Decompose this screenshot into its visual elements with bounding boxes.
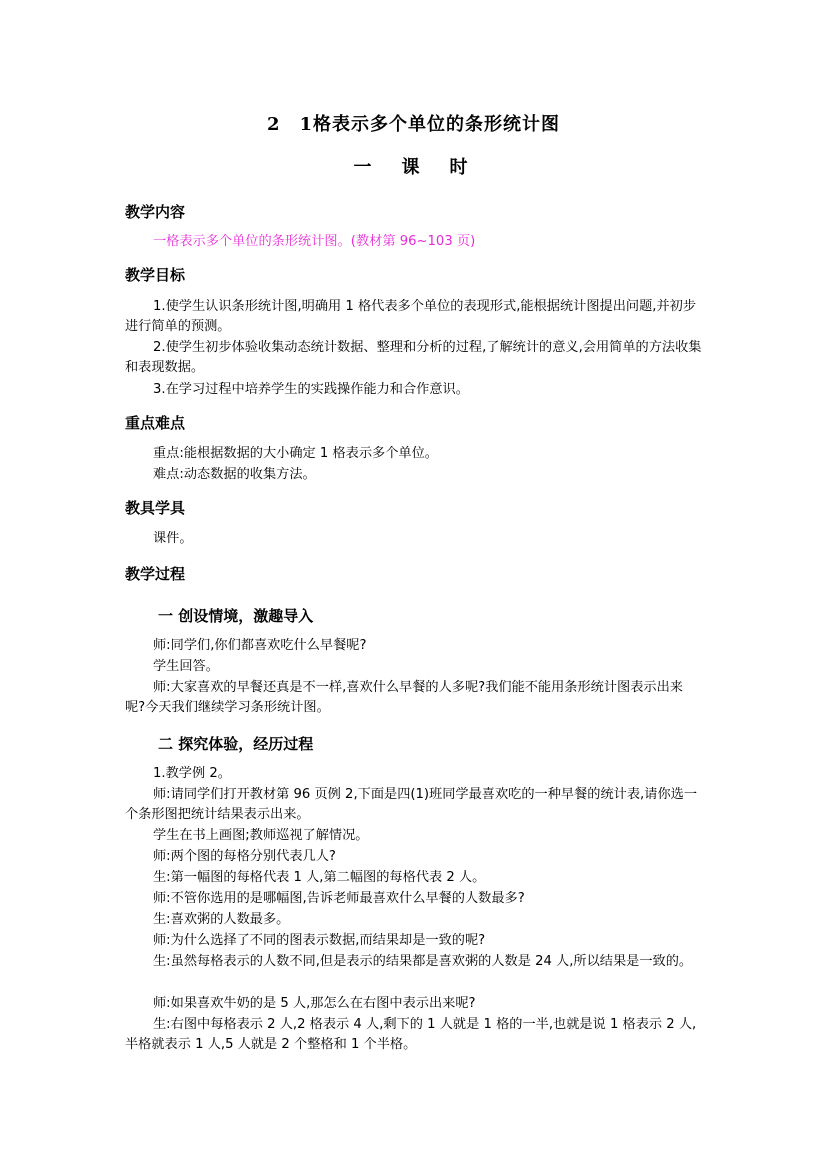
process-part2-line: 1.教学例 2。 (153, 766, 231, 781)
process-part2-line: 师:不管你选用的是哪幅图,告诉老师最喜欢什么早餐的人数最多? (153, 891, 525, 906)
process-part2-line: 生:虽然每格表示的人数不同,但是表示的结果都是喜欢粥的人数是 24 人,所以结果是一致的。 (153, 954, 693, 969)
process-part1-line: 学生回答。 (153, 659, 219, 674)
lesson-subtitle: 一 课 时 (353, 157, 474, 178)
process-part2-line: 师:两个图的每格分别代表几人? (153, 849, 336, 864)
process-part2-line: 生:右图中每格表示 2 人,2 格表示 4 人,剩下的 1 人就是 1 格的一半,也就是说 1 格表示 2 人,半格就表示 1 人,5 人就是 2 个整格和 1 个半格。 (125, 1017, 697, 1052)
process-part2-heading: 二 探究体验，经历过程 (158, 735, 314, 753)
section-heading-goals: 教学目标 (125, 266, 186, 284)
process-part1-heading: 一 创设情境，激趣导入 (158, 607, 314, 625)
process-part1-line: 师:同学们,你们都喜欢吃什么早餐呢? (153, 638, 367, 653)
process-part2-line: 师:如果喜欢牛奶的是 5 人,那怎么在右图中表示出来呢? (153, 996, 476, 1011)
section-heading-process: 教学过程 (125, 565, 186, 583)
content-text: 一格表示多个单位的条形统计图。(教材第 96~103 页) (153, 234, 476, 249)
process-part2-line: 生:第一幅图的每格代表 1 人,第二幅图的每格代表 2 人。 (153, 870, 486, 885)
process-part1-line: 师:大家喜欢的早餐还真是不一样,喜欢什么早餐的人多呢?我们能不能用条形统计图表示出来呢?今天我们继续学习条形统计图。 (125, 680, 683, 715)
goal-item-2: 2.使学生初步体验收集动态统计数据、整理和分析的过程,了解统计的意义,会用简单的方法收集和表现数据。 (125, 340, 702, 375)
section-heading-tools: 教具学具 (125, 499, 186, 517)
process-part2-line: 生:喜欢粥的人数最多。 (153, 912, 290, 927)
section-heading-content: 教学内容 (125, 203, 186, 221)
section-heading-key-points: 重点难点 (125, 414, 186, 432)
process-part2-line: 师:请同学们打开教材第 96 页例 2,下面是四(1)班同学最喜欢吃的一种早餐的统计表,请你选一个条形图把统计结果表示出来。 (125, 787, 698, 822)
key-point-1: 重点:能根据数据的大小确定 1 格表示多个单位。 (153, 446, 438, 461)
goal-item-3: 3.在学习过程中培养学生的实践操作能力和合作意识。 (153, 382, 469, 397)
key-point-2: 难点:动态数据的收集方法。 (153, 467, 316, 482)
process-part2-line: 学生在书上画图;教师巡视了解情况。 (153, 828, 369, 843)
tools-text: 课件。 (153, 531, 193, 546)
process-part2-line: 师:为什么选择了不同的图表示数据,而结果却是一致的呢? (153, 933, 486, 948)
document-title: 2 1格表示多个单位的条形统计图 (266, 114, 561, 135)
goal-item-1: 1.使学生认识条形统计图,明确用 1 格代表多个单位的表现形式,能根据统计图提出问题,并初步进行简单的预测。 (125, 299, 697, 334)
